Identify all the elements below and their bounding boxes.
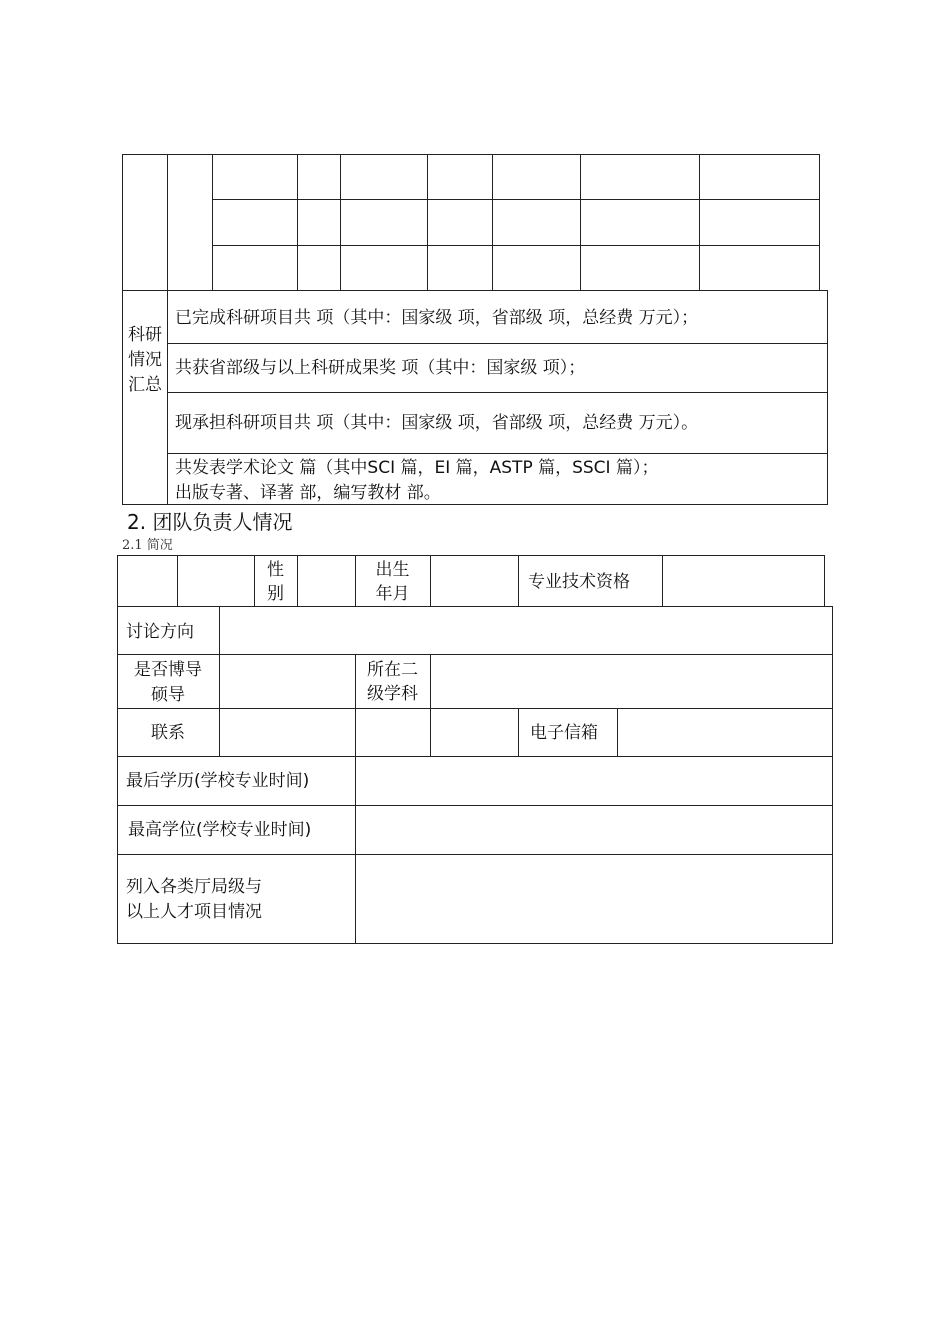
table-row-line	[117, 854, 833, 855]
table-col-line	[430, 555, 431, 606]
summary-side-label: 科研情况汇总	[128, 325, 162, 395]
table-col-line	[580, 154, 581, 290]
table-col-line	[699, 154, 700, 290]
summary-line-completed-projects: 已完成科研项目共 项（其中：国家级 项，省部级 项，总经费 万元）；	[175, 308, 699, 328]
table-border-right	[824, 555, 825, 606]
table-border-right	[832, 606, 833, 944]
table-col-line	[340, 154, 341, 290]
table-col-line	[617, 708, 618, 756]
table-col-line	[518, 555, 519, 606]
qualification-label: 专业技术资格	[528, 572, 630, 592]
discipline-label: 所在二级学科	[367, 660, 418, 704]
table-col-line	[427, 154, 428, 290]
table-border-right	[827, 290, 828, 505]
table-row-line	[117, 654, 833, 655]
last-education-label: 最后学历(学校专业时间)	[126, 771, 310, 791]
table-row-line	[117, 708, 833, 709]
table-row-line	[117, 756, 833, 757]
table-row-line	[117, 805, 833, 806]
talent-label-line2: 以上人才项目情况	[126, 902, 262, 922]
supervisor-label-line2: 硕导	[151, 685, 185, 705]
table-border-bottom	[117, 943, 833, 944]
table-row-line	[117, 606, 833, 607]
table-border-top	[117, 555, 825, 556]
table-col-line	[212, 154, 213, 290]
research-direction-label: 讨论方向	[126, 622, 194, 642]
table-row-line	[167, 343, 828, 344]
table-col-line	[492, 154, 493, 290]
table-border-left	[117, 555, 118, 944]
summary-line-awards: 共获省部级与以上科研成果奖 项（其中：国家级 项）；	[175, 358, 586, 378]
summary-line-books: 出版专著、译著 部，编写教材 部。	[175, 483, 441, 503]
table-row-line	[167, 392, 828, 393]
table-col-line	[177, 555, 178, 606]
gender-label: 性别	[267, 560, 284, 604]
table-col-line	[662, 555, 663, 606]
table-row-line	[212, 199, 820, 200]
highest-degree-label: 最高学位(学校专业时间)	[128, 820, 312, 840]
birth-label: 出生年月	[375, 560, 410, 604]
table-col-line	[219, 606, 220, 756]
table-border-right	[819, 154, 820, 290]
table-border-top	[122, 154, 820, 155]
table-col-line	[518, 708, 519, 756]
table-col-line	[297, 555, 298, 606]
summary-line-current-projects: 现承担科研项目共 项（其中：国家级 项，省部级 项，总经费 万元）。	[175, 413, 699, 433]
email-label: 电子信箱	[530, 723, 598, 743]
table-row-line	[122, 290, 828, 291]
section-subtitle: 2.1 简况	[122, 538, 173, 553]
table-row-line	[167, 453, 828, 454]
supervisor-label-line1: 是否博导	[134, 660, 202, 680]
table-col-line	[430, 654, 431, 756]
table-col-line	[297, 154, 298, 290]
table-row-line	[212, 245, 820, 246]
section-title: 2. 团队负责人情况	[127, 510, 293, 534]
talent-label-line1: 列入各类厅局级与	[126, 877, 262, 897]
summary-line-papers: 共发表学术论文 篇（其中SCI 篇，EI 篇，ASTP 篇，SSCI 篇）；	[175, 458, 659, 478]
contact-label: 联系	[151, 723, 185, 743]
